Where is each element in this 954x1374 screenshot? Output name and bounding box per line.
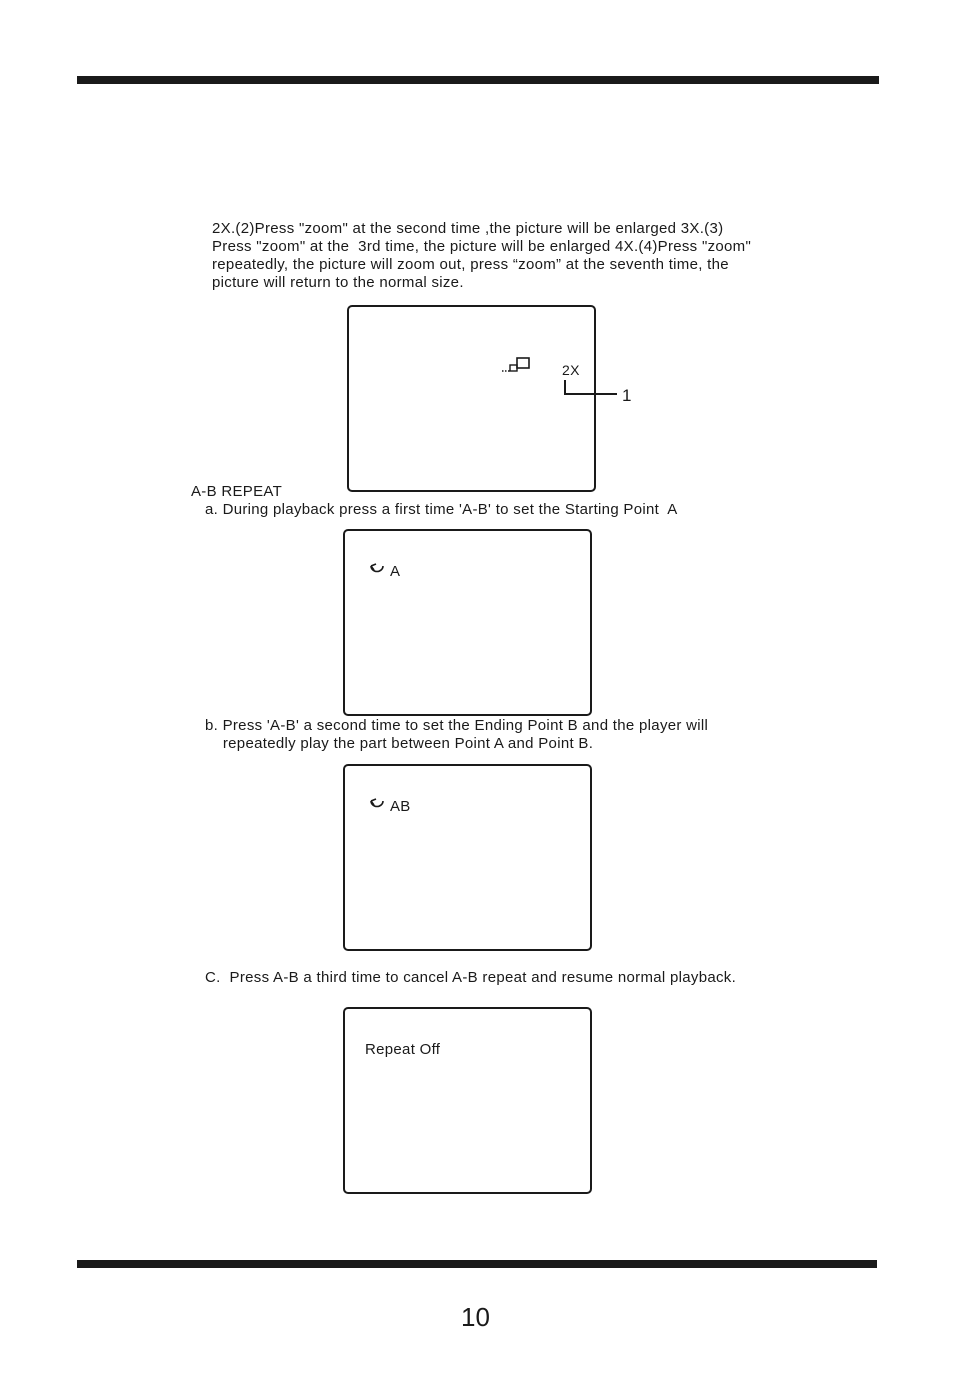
repeat-icon [364,563,390,579]
intro-line: 2X.(2)Press "zoom" at the second time ,the picture will be enlarged 3X.(3) [212,220,724,237]
step-c-text: C. Press A-B a third time to cancel A-B repeat and resume normal playback. [205,969,737,986]
repeat-icon [364,798,390,814]
bottom-rule [77,1260,877,1268]
intro-line: picture will return to the normal size. [212,274,464,291]
screen-repeat-off [343,1007,592,1194]
callout-line [563,380,623,400]
screen-a [343,529,592,716]
zoom-icon [500,356,532,376]
zoom-level-label: 2X [562,362,580,378]
zoom-screen [347,305,596,492]
step-b-line: repeatedly play the part between Point A and Point B. [205,735,594,752]
intro-line: repeatedly, the picture will zoom out, press “zoom” at the seventh time, the [212,256,729,273]
screen-ab [343,764,592,951]
ab-repeat-heading: A-B REPEAT [191,483,283,500]
screen-a-label: A [390,563,401,580]
callout-number: 1 [622,386,632,405]
top-rule [77,76,879,84]
page-number: 10 [461,1302,490,1332]
step-a-text: a. During playback press a first time 'A-B' to set the Starting Point A [205,501,678,518]
screen-ab-label: AB [390,798,411,815]
intro-line: Press "zoom" at the 3rd time, the picture will be enlarged 4X.(4)Press "zoom" [212,238,752,255]
repeat-off-label: Repeat Off [365,1041,441,1058]
step-b-line: b. Press 'A-B' a second time to set the Ending Point B and the player will [205,717,709,734]
